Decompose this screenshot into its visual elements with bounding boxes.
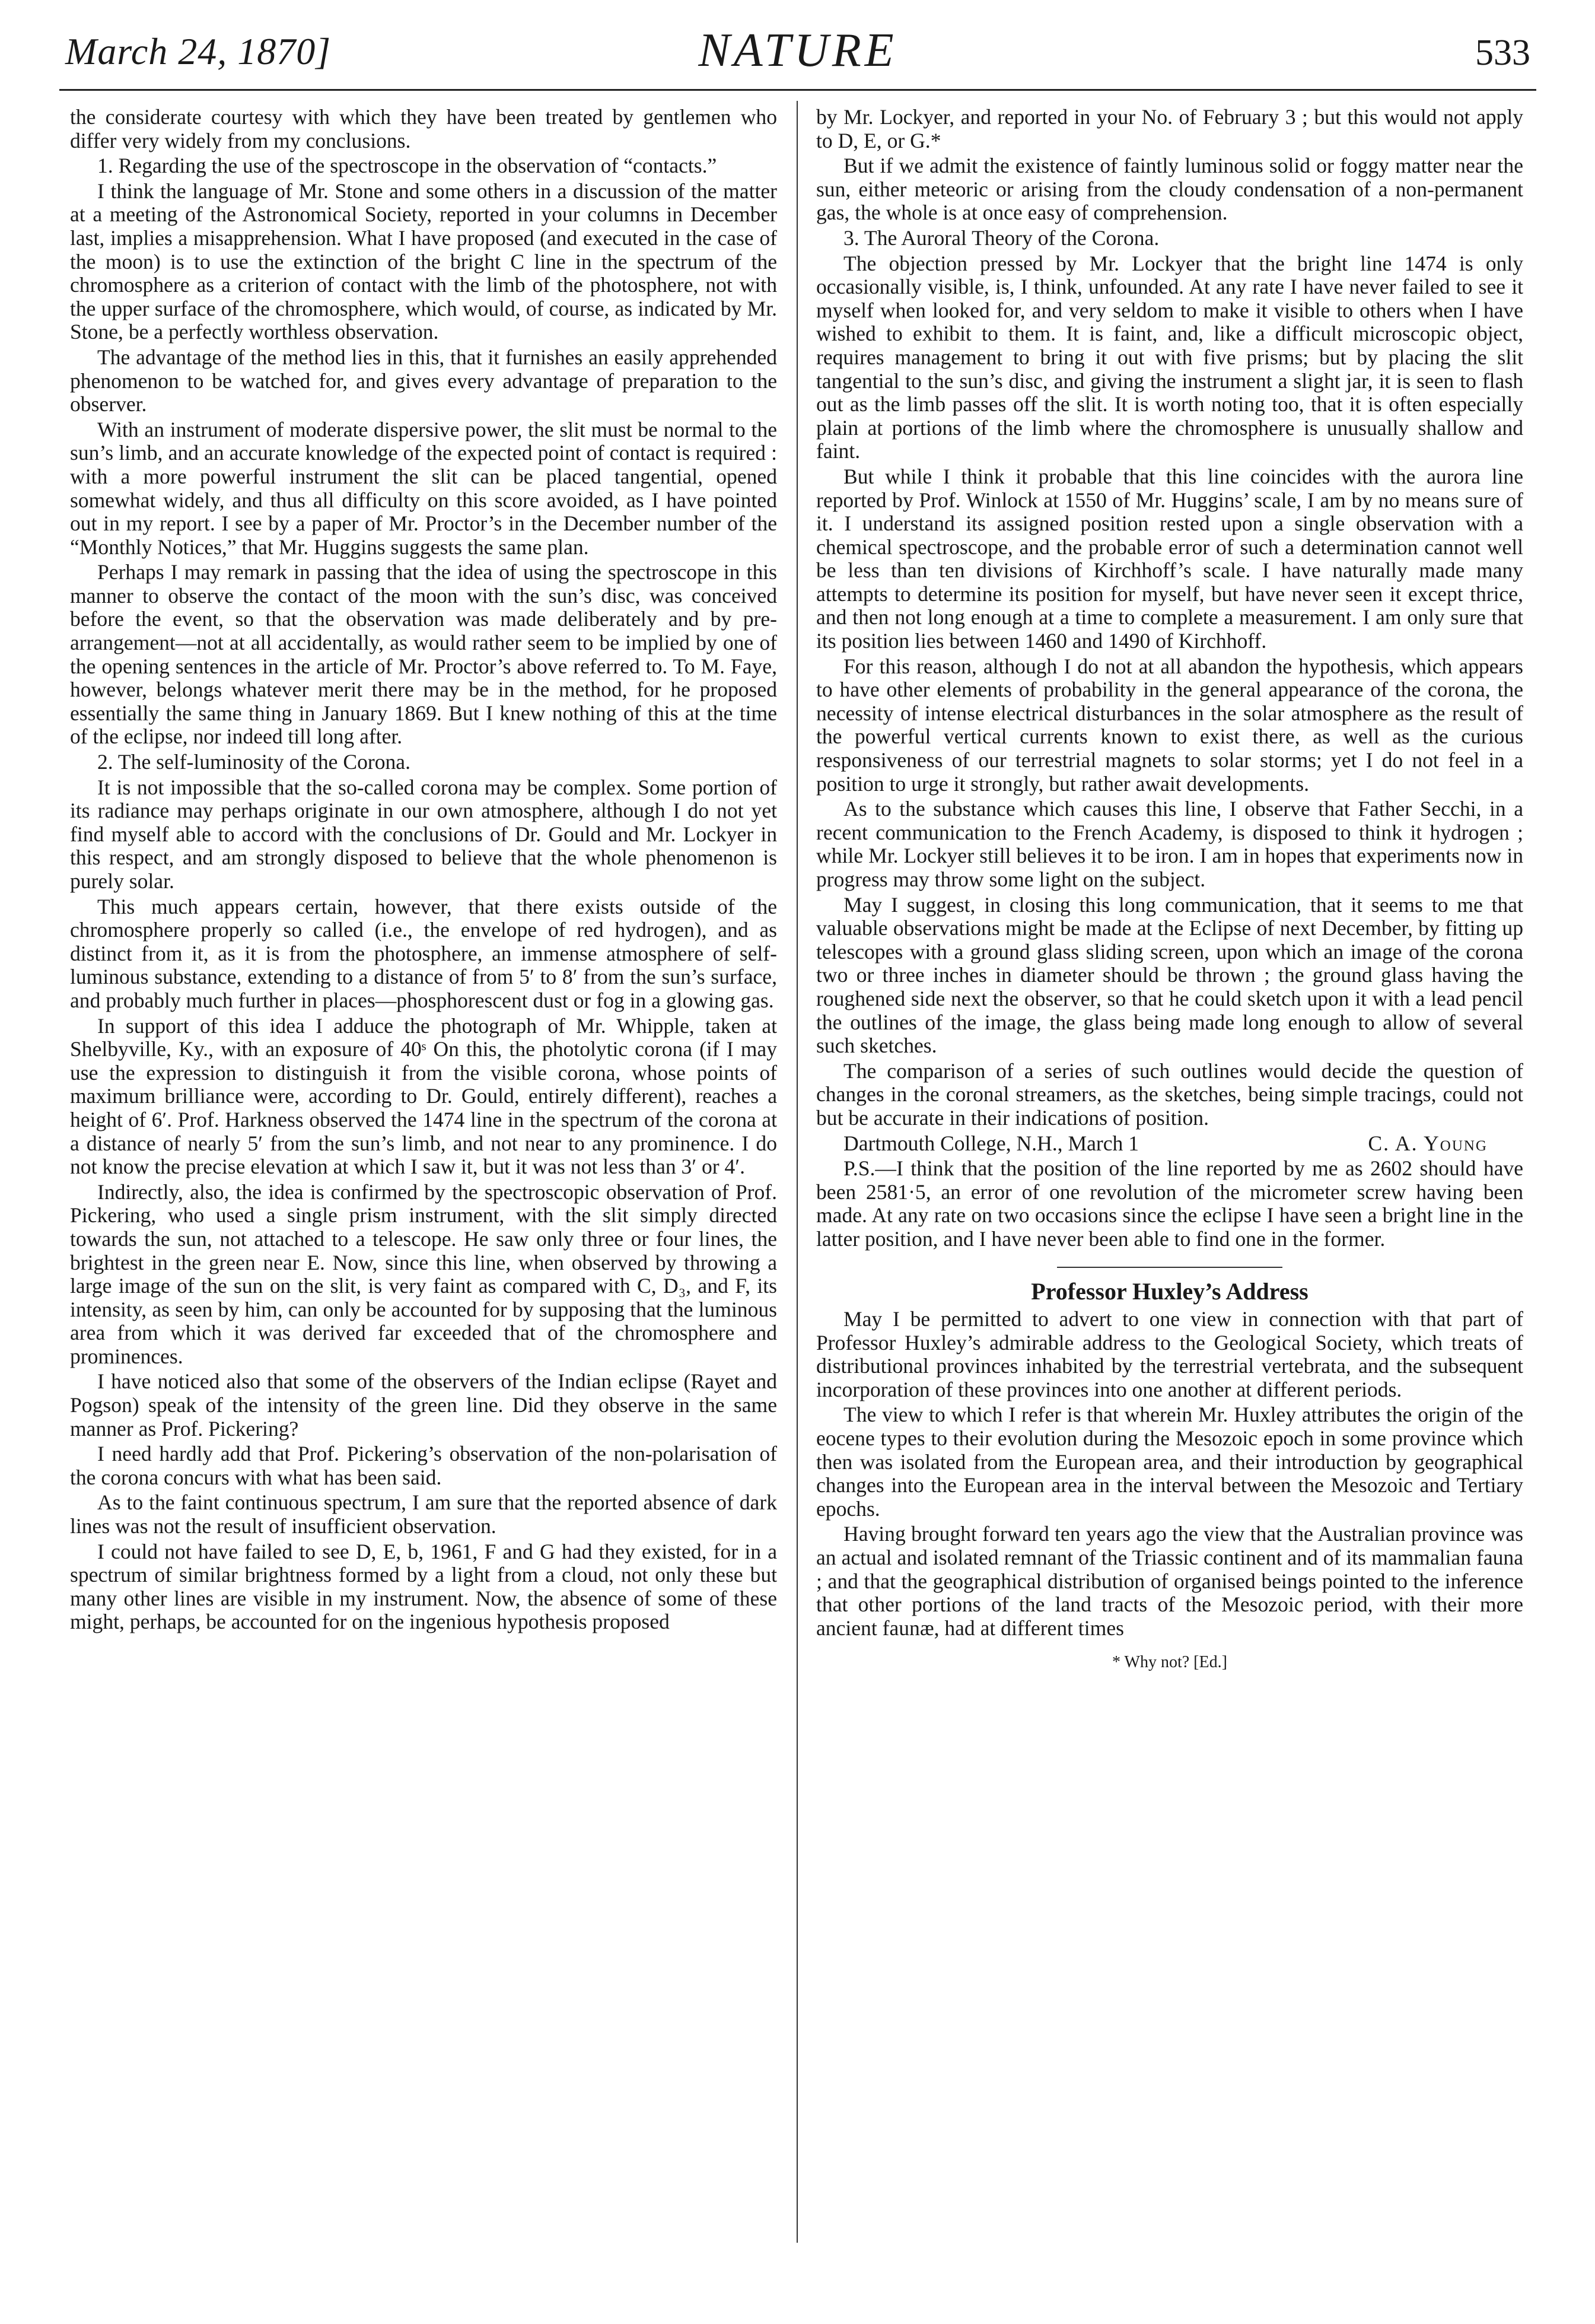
signature-place-date: Dartmouth College, N.H., March 1 [843, 1131, 1139, 1155]
right-column [816, 106, 1523, 1674]
paragraph: In support of this idea I adduce the photograph of Mr. Whipple, taken at Shelbyville, Ky., with an exposure of 40ˢ On this, the photolytic corona (if I may use the expression to distinguish it from the visible corona, whose points of maximum brilliance were, according to Dr. Gould, entirely different), reaches a height of 6′. Prof. Harkness observed the 1474 line in the spectrum of the corona at a distance of nearly 5′ from the sun’s limb, and not near to any prominence. I do not know the precise elevation at which I saw it, but it was not less than 3′ or 4′. [70, 1013, 777, 1179]
paragraph: Having brought forward ten years ago the view that the Australian province was an actual and isolated remnant of the Triassic continent and of its mammalian fauna ; and that the geographical distribution of organised beings pointed to the inference that other portions of the land tracts of the Mesozoic period, with their more ancient faunæ, had at different times [816, 1522, 1523, 1640]
paragraph: Indirectly, also, the idea is confirmed by the spectroscopic observation of Prof. Pickering, who used a single prism instrument, with the slit simply directed towards the sun, not attached to a telescope. He saw only three or four lines, the brightest in the green near E. Now, since this line, when observed by throwing a large image of the sun on the slit, is very faint as compared with C, D₃, and F, its intensity, as seen by him, can only be accounted for by supposing that the luminous area from which it was derived far exceeded that of the chromosphere and prominences. [70, 1180, 777, 1368]
paragraph: I have noticed also that some of the observers of the Indian eclipse (Rayet and Pogson) speak of the intensity of the green line. Did they observe in the same manner as Prof. Pickering? [70, 1369, 777, 1441]
issue-date: March 24, 1870] [65, 30, 332, 72]
paragraph: I need hardly add that Prof. Pickering’s observation of the non-polarisation of the corona concurs with what has been said. [70, 1442, 777, 1489]
paragraph: I could not have failed to see D, E, b, 1961, F and G had they existed, for in a spectrum of similar brightness formed by a light from a cloud, not only these but many other lines are visible in my instrument. Now, the absence of some of these might, perhaps, be accounted for on the ingenious hypothesis proposed [70, 1539, 777, 1634]
paragraph: The view to which I refer is that wherein Mr. Huxley attributes the origin of the eocene types to their evolution during the Mesozoic epoch in some province which then was isolated from the European area, and their introduction by geographical changes into the European area in the interval between the Mesozoic and Tertiary epochs. [816, 1403, 1523, 1521]
paragraph: For this reason, although I do not at all abandon the hypothesis, which appears to have other elements of probability in the general appearance of the corona, the necessity of intense electrical disturbances in the solar atmosphere as the result of the powerful vertical currents known to exist there, as well as the curious responsiveness of our terrestrial magnets to solar storms; yet I do not feel in a position to urge it strongly, but rather await developments. [816, 654, 1523, 796]
signature-author: C. A. Young [1368, 1131, 1488, 1155]
postscript: P.S.—I think that the position of the line reported by me as 2602 should have been 2581·5, an error of one revolution of the micrometer screw having been made. At any rate on two occasions since the eclipse I have seen a bright line in the latter position, and I have never been able to find one in the former. [816, 1156, 1523, 1251]
paragraph: I think the language of Mr. Stone and some others in a discussion of the matter at a meeting of the Astronomical Society, reported in your columns in December last, implies a misapprehension. What I have proposed (and executed in the case of the moon) is to use the extinction of the bright C line in the spectrum of the chromosphere as a criterion of contact with the limb of the photosphere, not with the upper surface of the chromosphere, which would, of course, as indicated by Mr. Stone, be a perfectly worthless observation. [70, 179, 777, 344]
section-title: Professor Huxley’s Address [1031, 1277, 1309, 1305]
paragraph: 2. The self-luminosity of the Corona. [97, 750, 410, 774]
paragraph: Perhaps I may remark in passing that the idea of using the spectroscope in this manner to observe the contact of the moon with the sun’s disc, was conceived before the event, so that the observation was made deliberately and by pre-arrangement—not at all accidentally, as would rather seem to be implied by one of the opening sentences in the article of Mr. Proctor’s above referred to. To M. Faye, however, belongs whatever merit there may be in the method, for he proposed essentially the same thing in January 1869. But I knew nothing of this at the time of the eclipse, nor indeed till long after. [70, 560, 777, 749]
paragraph: 3. The Auroral Theory of the Corona. [843, 225, 1160, 250]
paragraph: As to the substance which causes this line, I observe that Father Secchi, in a recent communication to the French Academy, is disposed to think it hydrogen ; while Mr. Lockyer still believes it to be iron. I am in hopes that experiments now in progress may throw some light on the subject. [816, 797, 1523, 891]
paragraph: 1. Regarding the use of the spectroscope in the observation of “contacts.” [97, 154, 717, 178]
column-divider [797, 101, 798, 2243]
paragraph: The comparison of a series of such outlines would decide the question of changes in the coronal streamers, as the sketches, being simple tracings, could not but be accurate in their indications of position. [816, 1058, 1523, 1130]
paragraph: by Mr. Lockyer, and reported in your No. of February 3 ; but this would not apply to D, E, or G.* [816, 105, 1523, 152]
paragraph: It is not impossible that the so-called corona may be complex. Some portion of its radiance may perhaps originate in our own atmosphere, although I do not yet find myself able to accord with the conclusions of Dr. Gould and Mr. Lockyer in this respect, and am strongly disposed to believe that the whole phenomenon is purely solar. [70, 775, 777, 893]
paragraph: The advantage of the method lies in this, that it furnishes an easily apprehended phenomenon to be watched for, and gives every advantage of preparation to the observer. [70, 345, 777, 417]
paragraph: May I be permitted to advert to one view in connection with that part of Professor Huxley’s admirable address to the Geological Society, which treats of distributional provinces inhabited by the terrestrial vertebrata, and the subsequent incorporation of these provinces into one another at different periods. [816, 1307, 1523, 1401]
paragraph: May I suggest, in closing this long communication, that it seems to me that valuable observations might be made at the Eclipse of next December, by fitting up telescopes with a ground glass sliding screen, upon which an image of the corona two or three inches in diameter should be thrown ; the ground glass having the roughened side next the observer, so that he could sketch upon it with a lead pencil the outlines of the image, the glass being made long enough to allow of several such sketches. [816, 892, 1523, 1058]
paragraph: With an instrument of moderate dispersive power, the slit must be normal to the sun’s limb, and an accurate knowledge of the expected point of contact is required : with a more powerful instrument the slit can be placed tangential, opened somewhat widely, and thus all difficulty on this score avoided, as I have pointed out in my report. I see by a paper of Mr. Proctor’s in the December number of the “Monthly Notices,” that Mr. Huggins suggests the same plan. [70, 417, 777, 559]
footnote: * Why not? [Ed.] [1112, 1653, 1227, 1672]
signature-line [816, 1132, 1523, 1156]
paragraph: the considerate courtesy with which they have been treated by gentlemen who differ very widely from my conclusions. [70, 105, 777, 152]
paragraph: As to the faint continuous spectrum, I am sure that the reported absence of dark lines was not the result of insufficient observation. [70, 1490, 777, 1538]
paragraph: But while I think it probable that this line coincides with the aurora line reported by Prof. Winlock at 1550 of Mr. Huggins’ scale, I am by no means sure of it. I understand its assigned position rested upon a single observation with a chemical spectroscope, and the probable error of such a determination cannot well be less than ten divisions of Kirchhoff’s scale. I have naturally made many attempts to determine its position for myself, but have never seen it except thrice, and then not long enough at a time to complete a measurement. I am only sure that its position lies between 1460 and 1490 of Kirchhoff. [816, 464, 1523, 653]
paragraph: But if we admit the existence of faintly luminous solid or foggy matter near the sun, either meteoric or arising from the cloudy condensation of a non-permanent gas, the whole is at once easy of comprehension. [816, 154, 1523, 225]
paragraph: This much appears certain, however, that there exists outside of the chromosphere properly so called (i.e., the envelope of red hydrogen), and as distinct from it, as it is from the photosphere, an immense atmosphere of self-luminous substance, extending to a distance of from 5′ to 8′ from the sun’s surface, and probably much further in places—phosphorescent dust or fog in a glowing gas. [70, 894, 777, 1012]
section-rule [1057, 1267, 1282, 1268]
page-header [59, 24, 1536, 91]
page-number: 533 [1475, 33, 1530, 73]
journal-title: NATURE [698, 24, 897, 77]
left-column [70, 106, 777, 1636]
paragraph: The objection pressed by Mr. Lockyer that the bright line 1474 is only occasionally visible, is, I think, unfounded. At any rate I have never failed to see it myself when looked for, and very seldom to make it visible to others when I have wished to exhibit to them. It is faint, and, like a difficult microscopic object, requires management to bring it out with five prisms; but by placing the slit tangential to the sun’s disc, and giving the instrument a slight jar, it is seen to flash out as the limb passes off the slit. It is worth noting too, that it is often especially plain at portions of the limb where the chromosphere is unusually shallow and faint. [816, 251, 1523, 463]
